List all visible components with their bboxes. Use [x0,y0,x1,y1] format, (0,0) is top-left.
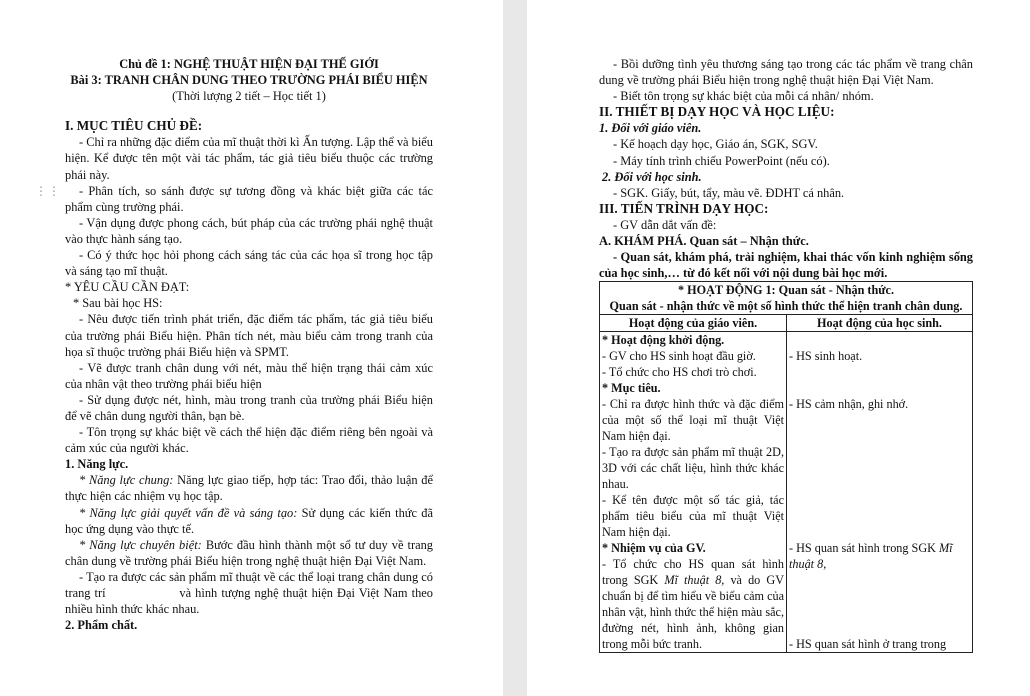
paragraph: - SGK. Giấy, bút, tẩy, màu vẽ. ĐDHT cá nhân. [613,185,845,200]
paragraph: - Tạo ra được các sản phẩm mĩ thuật về các thể loại trang chân dung có trang trí và hình tượng nghệ thuật hiện Đại Việt Nam theo nhiều hình thức khác nhau. [65,569,437,617]
table-title [600,282,973,315]
paragraph: - GV dẫn dắt vấn đề: [613,217,717,232]
paragraph: - Vẽ được tranh chân dung với nét, màu thể hiện trạng thái cảm xúc của nhân vật theo trường phái biểu hiện [65,360,433,391]
table-cell [600,332,787,653]
duration-note: (Thời lượng 2 tiết – Học tiết 1) [172,89,326,104]
cell-text: - HS quan sát hình ở trang trong [789,637,947,652]
label: * Năng lực giải quyết vấn đề và sáng tạo: [79,505,298,520]
paragraph: - Biết tôn trọng sự khác biệt của mỗi cá nhân/ nhóm. [613,89,874,104]
text: Bước đầu hình thành một số tư duy về trang chân dung về trường phái Biểu hiện trong nghệ thuật hiện Đại Việt Nam. [65,537,433,568]
requirements-heading: * YÊU CẦU CẦN ĐẠT: [65,280,190,295]
paragraph: - Quan sát, khám phá, trải nghiệm, khai thác vốn kinh nghiệm sống của học sinh,… từ đó kết nối với nội dung bài học mới. [599,250,973,281]
text: Sử dụng các kiến thức đã học ứng dụng vào thực tế. [65,505,433,536]
document-page-2 [527,0,1030,696]
paragraph: - Tôn trọng sự khác biệt về cách thể hiện đặc điểm riêng bên ngoài và cảm xúc của người khác. [65,425,433,456]
section-heading: III. TIẾN TRÌNH DẠY HỌC: [599,200,769,216]
book-title: Mĩ thuật 8, [789,541,953,572]
section-heading: II. THIẾT BỊ DẠY HỌC VÀ HỌC LIỆU: [599,104,835,120]
cell-text: - GV cho HS sinh hoạt đầu giờ. [602,349,756,364]
cell-text: - Chỉ ra được hình thức và đặc điểm của một số thể loại mĩ thuật Việt Nam hiện đại. [602,397,784,444]
table-title-line: Quan sát - nhận thức về một số hình thức thể hiện tranh chân dung. [609,299,963,314]
paragraph [65,537,433,569]
activity-table [599,281,973,653]
paragraph: - Phân tích, so sánh được sự tương đồng và khác biệt giữa các tác phẩm cùng trường phái. [65,183,433,214]
paragraph: - Kế hoạch dạy học, Giáo án, SGK, SGV. [613,137,818,152]
paragraph: - Máy tính trình chiếu PowerPoint (nếu có). [613,153,830,168]
subheading: A. KHÁM PHÁ. Quan sát – Nhận thức. [599,234,809,249]
paragraph [65,472,433,504]
label: * Năng lực chung: [79,473,174,488]
cell-heading: * Nhiệm vụ của GV. [602,541,706,556]
column-header-teacher: Hoạt động của giáo viên. [600,315,787,332]
paragraph: - Chỉ ra những đặc điểm của mĩ thuật thời kì Ấn tượng. Lập thể và biểu hiện. Kể được tên một vài tác phẩm, tác giả tiêu biểu thuộc các trường phái này. [65,135,433,182]
paragraph: - Có ý thức học hỏi phong cách sáng tác của các họa sĩ trong học tập và sáng tạo mĩ thuật. [65,248,433,279]
page-2-content [599,56,973,653]
cell-text [789,540,970,572]
cell-text [602,556,784,652]
table-cell [787,332,973,653]
cell-heading: * Mục tiêu. [602,381,661,396]
cell-text: - HS cảm nhận, ghi nhớ. [789,397,909,412]
lesson-title: Bài 3: TRANH CHÂN DUNG THEO TRƯỜNG PHÁI BIỂU HIỆN [70,73,428,88]
cell-text: - Tổ chức cho HS chơi trò chơi. [602,365,757,380]
subheading: 2. Đối với học sinh. [602,169,702,184]
table-row [600,332,973,653]
document-page-1 [0,0,503,696]
column-header-student: Hoạt động của học sinh. [787,315,973,332]
cell-heading: * Hoạt động khởi động. [602,333,725,348]
topic-title: Chủ đề 1: NGHỆ THUẬT HIỆN ĐẠI THẾ GIỚI [119,57,379,71]
text: - HS quan sát hình trong SGK [789,541,939,556]
subheading: 1. Năng lực. [65,457,129,472]
paragraph: - Sử dụng được nét, hình, màu trong tranh của trường phái Biểu hiện để vẽ chân dung người thân, bạn bè. [65,392,433,423]
text: Năng lực giao tiếp, hợp tác: Trao đổi, thảo luận để thực hiện các nhiệm vụ học tập. [65,473,433,504]
page-1-content [65,56,437,633]
drag-handle-icon[interactable]: ⋮⋮ [35,184,61,198]
table-title-line: * HOẠT ĐỘNG 1: Quan sát - Nhận thức. [678,283,894,298]
label: * Năng lực chuyên biệt: [79,537,202,552]
section-heading: I. MỤC TIÊU CHỦ ĐỀ: [65,118,203,134]
paragraph: - Bồi dưỡng tình yêu thương sáng tạo trong các tác phẩm về trang chân dung về trường phái Biểu hiện trong nghệ thuật hiện Đại Việt Nam. [599,57,973,88]
subheading: 2. Phẩm chất. [65,618,138,633]
cell-text: - Kể tên được một số tác giả, tác phẩm tiêu biểu của mĩ thuật Việt Nam hiện đại. [602,493,784,540]
book-title: Mĩ thuật 8, [664,573,725,588]
cell-text: - HS sinh hoạt. [789,349,863,364]
page-gap [503,0,527,696]
paragraph [65,505,433,537]
cell-text: - Tạo ra được sản phẩm mĩ thuật 2D, 3D với các chất liệu, hình thức khác nhau. [602,445,784,492]
text: - Tổ chức cho HS quan sát hình trong SGK [602,557,784,588]
paragraph: * Sau bài học HS: [73,296,163,311]
paragraph: - Nêu được tiến trình phát triển, đặc điểm tác phẩm, tác giả tiêu biểu của trường phái Biểu hiện. Phân tích nét, màu biểu cảm trong tranh của họa sĩ thuộc trường phái Biểu hiện và SPMT. [65,312,433,359]
text: và do GV chuẩn bị để tìm hiểu về biểu cảm của nhân vật, hình thức thể hiện màu sắc, đường nét, hình ảnh, không gian trong mỗi bức tranh. [602,573,785,652]
subheading: 1. Đối với giáo viên. [599,121,702,136]
paragraph: - Vận dụng được phong cách, bút pháp của các trường phái nghệ thuật vào thực hành sáng tạo. [65,215,433,246]
